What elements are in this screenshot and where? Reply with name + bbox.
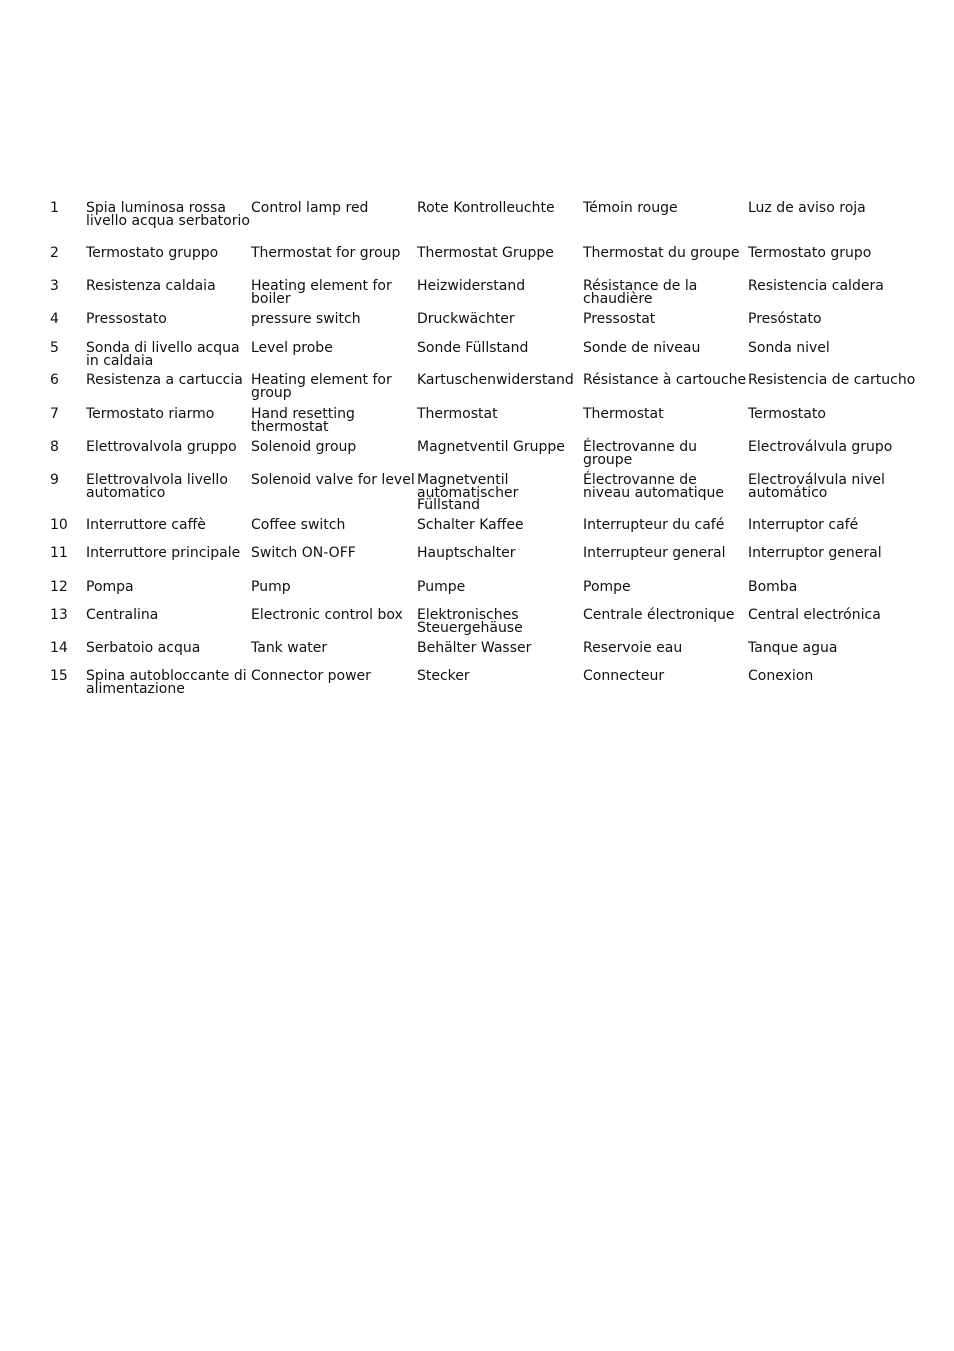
- german-name: Kartuschenwiderstand: [417, 372, 574, 388]
- english-name: Switch ON-OFF: [251, 545, 356, 561]
- italian-name: Termostato riarmo: [86, 406, 215, 422]
- french-name: Interrupteur general: [583, 545, 726, 561]
- french-name: Centrale électronique: [583, 607, 735, 623]
- french-name: Reservoie eau: [583, 640, 683, 656]
- legend-row: [50, 608, 930, 641]
- french-name: Pompe: [583, 579, 631, 595]
- german-name: Elektronisches Steuergehäuse: [417, 607, 523, 636]
- italian-name: Elettrovalvola gruppo: [86, 439, 237, 455]
- item-number: 8: [50, 439, 59, 455]
- french-name: Témoin rouge: [583, 200, 678, 216]
- item-number: 2: [50, 245, 59, 261]
- item-number: 10: [50, 517, 68, 533]
- german-name: Schalter Kaffee: [417, 517, 524, 533]
- italian-name: Spia luminosa rossa livello acqua serbatorio: [86, 200, 250, 229]
- legend-row: [50, 440, 930, 473]
- parts-legend-table: [50, 201, 930, 699]
- french-name: Thermostat du groupe: [583, 245, 740, 261]
- legend-row: [50, 373, 930, 407]
- spanish-name: Sonda nivel: [748, 340, 830, 356]
- english-name: Heating element for boiler: [251, 278, 392, 307]
- legend-row: [50, 473, 930, 518]
- spanish-name: Electroválvula grupo: [748, 439, 893, 455]
- legend-row: [50, 641, 930, 669]
- italian-name: Sonda di livello acqua in caldaia: [86, 340, 240, 369]
- item-number: 3: [50, 278, 59, 294]
- legend-row: [50, 518, 930, 546]
- spanish-name: Resistencia de cartucho: [748, 372, 916, 388]
- italian-name: Termostato gruppo: [86, 245, 219, 261]
- spanish-name: Presóstato: [748, 311, 822, 327]
- spanish-name: Termostato grupo: [748, 245, 872, 261]
- german-name: Magnetventil Gruppe: [417, 439, 565, 455]
- italian-name: Serbatoio acqua: [86, 640, 201, 656]
- italian-name: Elettrovalvola livello automatico: [86, 472, 228, 501]
- spanish-name: Termostato: [748, 406, 826, 422]
- english-name: Level probe: [251, 340, 333, 356]
- english-name: Connector power: [251, 668, 371, 684]
- french-name: Thermostat: [583, 406, 664, 422]
- german-name: Magnetventil automatischer Füllstand: [417, 472, 519, 513]
- italian-name: Resistenza caldaia: [86, 278, 216, 294]
- english-name: Heating element for group: [251, 372, 392, 401]
- item-number: 12: [50, 579, 68, 595]
- french-name: Résistance de la chaudière: [583, 278, 698, 307]
- legend-row: [50, 246, 930, 279]
- italian-name: Interruttore caffè: [86, 517, 206, 533]
- english-name: Electronic control box: [251, 607, 403, 623]
- english-name: Solenoid group: [251, 439, 357, 455]
- english-name: Hand resetting thermostat: [251, 406, 355, 435]
- german-name: Hauptschalter: [417, 545, 516, 561]
- french-name: Connecteur: [583, 668, 665, 684]
- legend-row: [50, 546, 930, 580]
- english-name: Coffee switch: [251, 517, 346, 533]
- item-number: 6: [50, 372, 59, 388]
- italian-name: Spina autobloccante di alimentazione: [86, 668, 247, 697]
- italian-name: Centralina: [86, 607, 159, 623]
- italian-name: Interruttore principale: [86, 545, 241, 561]
- french-name: Électrovanne du groupe: [583, 439, 697, 468]
- spanish-name: Luz de aviso roja: [748, 200, 866, 216]
- item-number: 4: [50, 311, 59, 327]
- italian-name: Pressostato: [86, 311, 167, 327]
- legend-row: [50, 312, 930, 341]
- spanish-name: Interruptor general: [748, 545, 882, 561]
- item-number: 5: [50, 340, 59, 356]
- french-name: Interrupteur du café: [583, 517, 725, 533]
- english-name: Pump: [251, 579, 291, 595]
- legend-row: [50, 407, 930, 440]
- german-name: Stecker: [417, 668, 470, 684]
- german-name: Rote Kontrolleuchte: [417, 200, 555, 216]
- english-name: Solenoid valve for level: [251, 472, 415, 488]
- legend-row: [50, 201, 930, 246]
- french-name: Pressostat: [583, 311, 656, 327]
- spanish-name: Tanque agua: [748, 640, 838, 656]
- german-name: Thermostat: [417, 406, 498, 422]
- french-name: Électrovanne de niveau automatique: [583, 472, 725, 501]
- german-name: Behälter Wasser: [417, 640, 532, 656]
- english-name: Control lamp red: [251, 200, 369, 216]
- spanish-name: Resistencia caldera: [748, 278, 884, 294]
- spanish-name: Conexion: [748, 668, 814, 684]
- german-name: Thermostat Gruppe: [417, 245, 554, 261]
- spanish-name: Central electrónica: [748, 607, 881, 623]
- german-name: Sonde Füllstand: [417, 340, 529, 356]
- italian-name: Pompa: [86, 579, 134, 595]
- item-number: 13: [50, 607, 68, 623]
- german-name: Heizwiderstand: [417, 278, 526, 294]
- legend-row: [50, 669, 930, 699]
- german-name: Pumpe: [417, 579, 466, 595]
- item-number: 14: [50, 640, 68, 656]
- item-number: 15: [50, 668, 68, 684]
- item-number: 1: [50, 200, 59, 216]
- italian-name: Resistenza a cartuccia: [86, 372, 243, 388]
- legend-row: [50, 279, 930, 312]
- legend-row: [50, 580, 930, 608]
- item-number: 9: [50, 472, 59, 488]
- spanish-name: Interruptor café: [748, 517, 859, 533]
- spanish-name: Bomba: [748, 579, 798, 595]
- german-name: Druckwächter: [417, 311, 515, 327]
- item-number: 11: [50, 545, 68, 561]
- english-name: Thermostat for group: [251, 245, 401, 261]
- english-name: pressure switch: [251, 311, 361, 327]
- spanish-name: Electroválvula nivel automático: [748, 472, 885, 501]
- french-name: Sonde de niveau: [583, 340, 701, 356]
- english-name: Tank water: [251, 640, 328, 656]
- french-name: Résistance à cartouche: [583, 372, 747, 388]
- legend-row: [50, 341, 930, 373]
- item-number: 7: [50, 406, 59, 422]
